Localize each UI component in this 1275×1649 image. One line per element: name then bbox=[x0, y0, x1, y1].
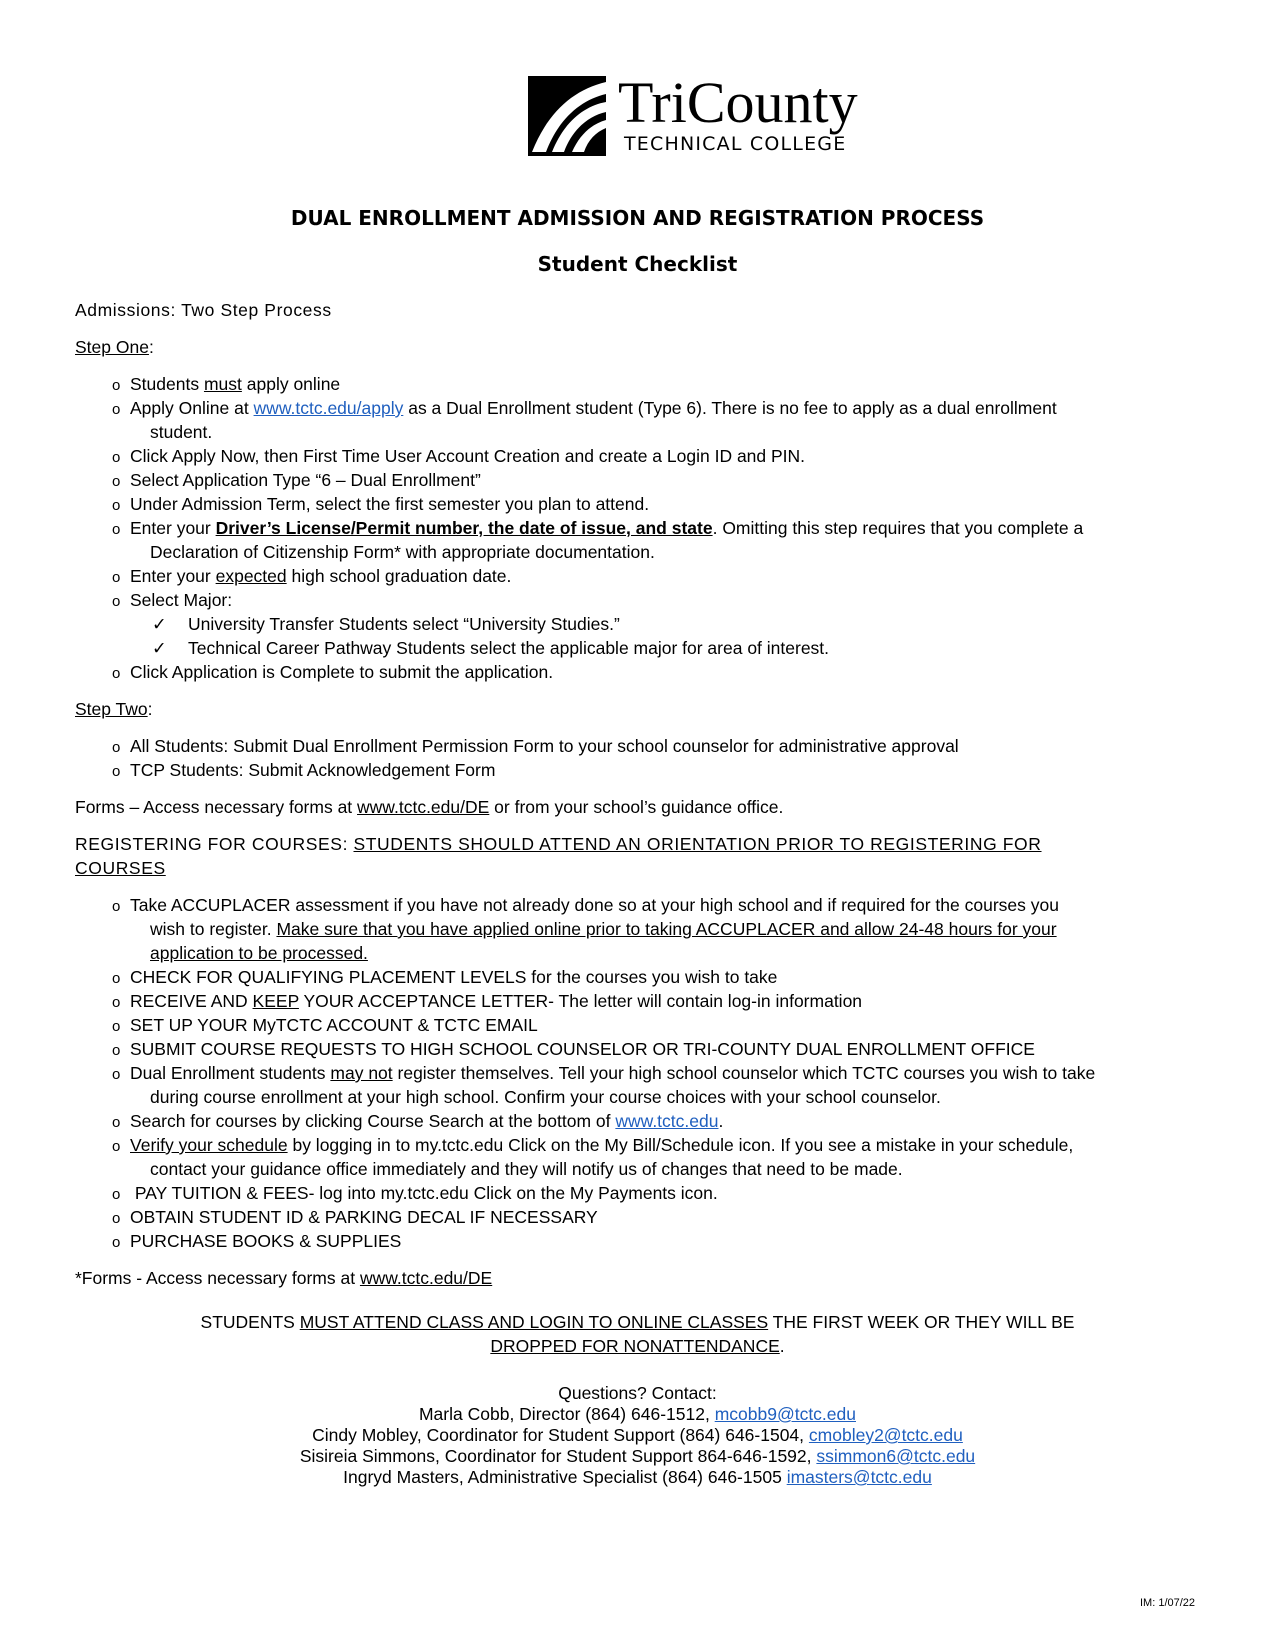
list-item: o Under Admission Term, select the first semester you plan to attend. bbox=[112, 492, 649, 518]
contact-line: Ingryd Masters, Administrative Specialist (864) 646-1505 imasters@tctc.edu bbox=[343, 1467, 932, 1487]
list-item-continuation: application to be processed. bbox=[150, 943, 368, 963]
email-link[interactable]: cmobley2@tctc.edu bbox=[808, 1425, 963, 1445]
list-item-continuation: contact your guidance office immediately and they will notify us of changes that need to be made. bbox=[150, 1159, 903, 1179]
list-item: o Select Application Type “6 – Dual Enrollment” bbox=[112, 468, 481, 494]
bullet: o bbox=[112, 521, 121, 538]
list-item: o Search for courses by clicking Course Search at the bottom of www.tctc.edu. bbox=[112, 1109, 723, 1135]
contact-line: Marla Cobb, Director (864) 646-1512, mcobb9@tctc.edu bbox=[418, 1404, 856, 1424]
checkmark-icon: ✓ bbox=[152, 638, 167, 658]
bullet: o bbox=[112, 970, 121, 987]
bullet: o bbox=[112, 1138, 121, 1155]
bullet: o bbox=[112, 1234, 121, 1251]
email-link[interactable]: mcobb9@tctc.edu bbox=[714, 1404, 856, 1424]
list-item: o PURCHASE BOOKS & SUPPLIES bbox=[112, 1229, 401, 1255]
admissions-heading: Admissions: Two Step Process bbox=[75, 300, 332, 320]
forms-line: Forms – Access necessary forms at www.tctc.edu/DE or from your school’s guidance office. bbox=[75, 797, 784, 817]
bullet: o bbox=[112, 569, 121, 586]
list-item: o Students must apply online bbox=[112, 372, 340, 398]
checkmark-icon: ✓ bbox=[152, 614, 167, 634]
bullet: o bbox=[112, 1066, 121, 1083]
list-item: o Enter your Driver’s License/Permit number, the date of issue, and state. Omitting this step requires that you complete a bbox=[112, 516, 1083, 542]
document-title: DUAL ENROLLMENT ADMISSION AND REGISTRATION PROCESS bbox=[290, 206, 985, 230]
list-item: o SUBMIT COURSE REQUESTS TO HIGH SCHOOL COUNSELOR OR TRI-COUNTY DUAL ENROLLMENT OFFICE bbox=[112, 1037, 1035, 1063]
logo-word-main: TriCounty bbox=[618, 72, 858, 135]
list-item: o Apply Online at www.tctc.edu/apply as a Dual Enrollment student (Type 6). There is no fee to apply as a dual enrollment bbox=[112, 396, 1057, 422]
attendance-warning-cont: DROPPED FOR NONATTENDANCE. bbox=[490, 1336, 785, 1356]
tricounty-logo bbox=[528, 72, 898, 158]
bullet: o bbox=[112, 497, 121, 514]
contact-line: Cindy Mobley, Coordinator for Student Support (864) 646-1504, cmobley2@tctc.edu bbox=[312, 1425, 963, 1445]
bullet: o bbox=[112, 898, 121, 915]
email-link[interactable]: ssimmon6@tctc.edu bbox=[816, 1446, 976, 1466]
contacts-heading: Questions? Contact: bbox=[558, 1383, 717, 1403]
bullet: o bbox=[112, 1042, 121, 1059]
bullet: o bbox=[112, 763, 121, 780]
forms-note-link[interactable]: www.tctc.edu/DE bbox=[359, 1268, 493, 1288]
email-link[interactable]: imasters@tctc.edu bbox=[786, 1467, 932, 1487]
list-item-continuation: student. bbox=[150, 422, 213, 442]
forms-link[interactable]: www.tctc.edu/DE bbox=[357, 797, 490, 817]
list-item: o Enter your expected high school graduation date. bbox=[112, 564, 511, 590]
step-one-heading: Step One: bbox=[75, 337, 154, 357]
document-subtitle: Student Checklist bbox=[537, 252, 738, 276]
list-item: o RECEIVE AND KEEP YOUR ACCEPTANCE LETTER- The letter will contain log-in information bbox=[112, 989, 862, 1015]
list-item-continuation: during course enrollment at your high school. Confirm your course choices with your school counselor. bbox=[150, 1087, 941, 1107]
list-item-continuation: Declaration of Citizenship Form* with appropriate documentation. bbox=[150, 542, 655, 562]
list-item-continuation: wish to register. Make sure that you have applied online prior to taking ACCUPLACER and allow 24-48 hours for your bbox=[150, 919, 1057, 939]
bullet: o bbox=[112, 377, 121, 394]
step-two-heading: Step Two: bbox=[75, 699, 153, 719]
tctc-link[interactable]: www.tctc.edu bbox=[615, 1111, 719, 1131]
sub-list-item: ✓ Technical Career Pathway Students select the applicable major for area of interest. bbox=[152, 638, 830, 658]
list-item: o SET UP YOUR MyTCTC ACCOUNT & TCTC EMAIL bbox=[112, 1013, 538, 1039]
list-item: o Verify your schedule by logging in to my.tctc.edu Click on the My Bill/Schedule icon. If you see a mistake in your schedule, bbox=[112, 1133, 1073, 1159]
contact-line: Sisireia Simmons, Coordinator for Student Support 864-646-1592, ssimmon6@tctc.edu bbox=[299, 1446, 976, 1466]
list-item: o All Students: Submit Dual Enrollment Permission Form to your school counselor for administrative approval bbox=[112, 734, 959, 760]
list-item: o Click Apply Now, then First Time User Account Creation and create a Login ID and PIN. bbox=[112, 444, 805, 470]
bullet: o bbox=[112, 1210, 121, 1227]
list-item: o PAY TUITION & FEES- log into my.tctc.edu Click on the My Payments icon. bbox=[112, 1181, 718, 1207]
list-item: o Select Major: bbox=[112, 588, 232, 614]
forms-note: *Forms - Access necessary forms at www.tctc.edu/DE bbox=[75, 1268, 493, 1288]
revision-code: IM: 1/07/22 bbox=[1140, 1597, 1196, 1609]
list-item: o Dual Enrollment students may not register themselves. Tell your high school counselor which TCTC courses you wish to take bbox=[112, 1061, 1095, 1087]
sub-list-item: ✓ University Transfer Students select “University Studies.” bbox=[152, 614, 620, 634]
bullet: o bbox=[112, 593, 121, 610]
list-item: o Take ACCUPLACER assessment if you have not already done so at your high school and if required for the courses you bbox=[112, 893, 1059, 919]
bullet: o bbox=[112, 401, 121, 418]
apply-link[interactable]: www.tctc.edu/apply bbox=[253, 398, 404, 418]
bullet: o bbox=[112, 1186, 121, 1203]
list-item: o Click Application is Complete to submit the application. bbox=[112, 660, 553, 686]
bullet: o bbox=[112, 665, 121, 682]
bullet: o bbox=[112, 994, 121, 1011]
registering-heading-cont: COURSES bbox=[75, 858, 166, 878]
list-item: o OBTAIN STUDENT ID & PARKING DECAL IF NECESSARY bbox=[112, 1205, 598, 1231]
bullet: o bbox=[112, 1018, 121, 1035]
list-item: o TCP Students: Submit Acknowledgement Form bbox=[112, 758, 495, 784]
bullet: o bbox=[112, 1114, 121, 1131]
bullet: o bbox=[112, 473, 121, 490]
registering-heading: REGISTERING FOR COURSES: STUDENTS SHOULD ATTEND AN ORIENTATION PRIOR TO REGISTERING FOR bbox=[75, 834, 1042, 854]
bullet: o bbox=[112, 739, 121, 756]
logo-word-sub: TECHNICAL COLLEGE bbox=[624, 133, 847, 155]
attendance-warning: STUDENTS MUST ATTEND CLASS AND LOGIN TO ONLINE CLASSES THE FIRST WEEK OR THEY WILL BE bbox=[200, 1312, 1075, 1332]
bullet: o bbox=[112, 449, 121, 466]
list-item: o CHECK FOR QUALIFYING PLACEMENT LEVELS for the courses you wish to take bbox=[112, 965, 777, 991]
